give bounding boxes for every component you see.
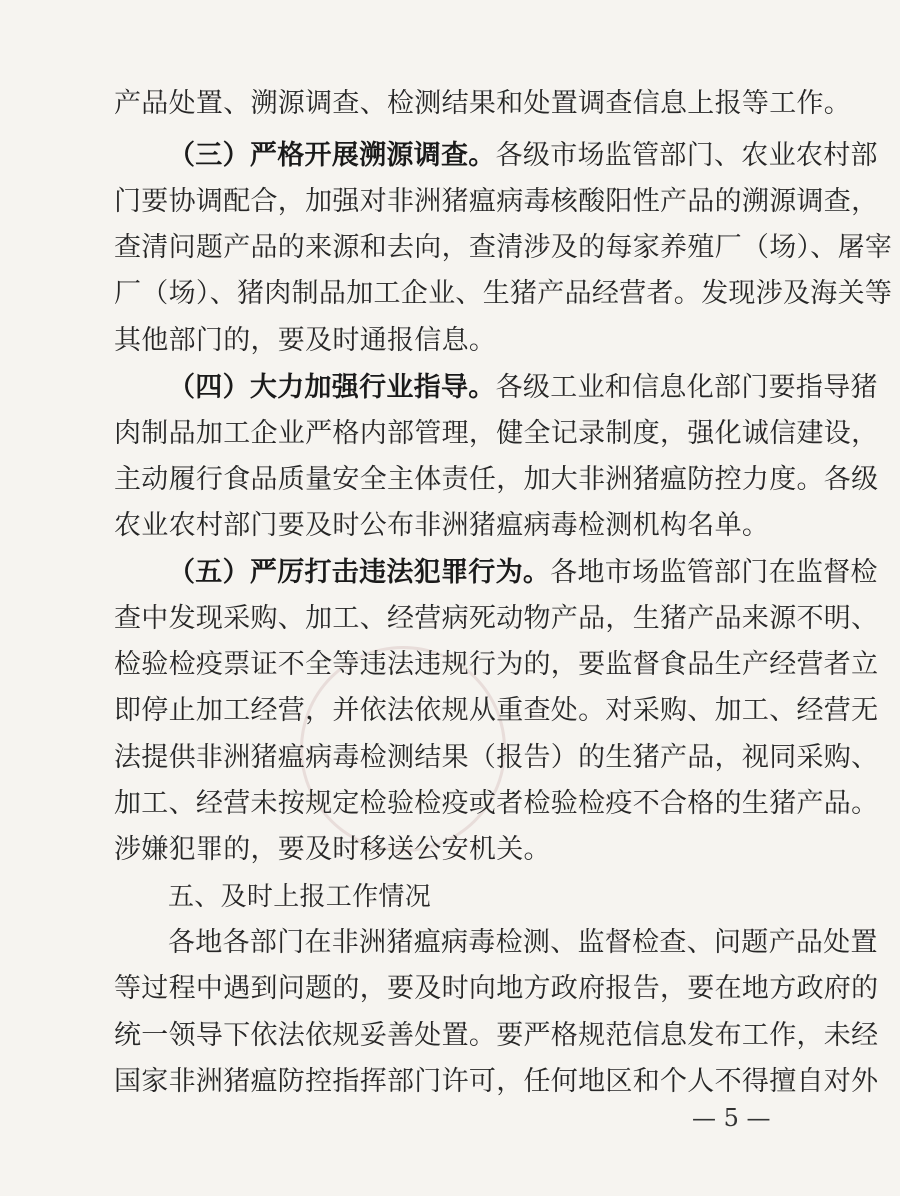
text-line: 门要协调配合，加强对非洲猪瘟病毒核酸阳性产品的溯源调查， xyxy=(114,186,879,217)
text-line: 农业农村部门要及时公布非洲猪瘟病毒检测机构名单。 xyxy=(114,510,770,541)
text-line: 等过程中遇到问题的，要及时向地方政府报告，要在地方政府的 xyxy=(114,973,879,1004)
page-number: — 5 — xyxy=(692,1104,771,1132)
text-line: 其他部门的，要及时通报信息。 xyxy=(114,325,497,356)
text-span: 各级工业和信息化部门要指导猪 xyxy=(495,372,878,403)
text-line: 加工、经营未按规定检验检疫或者检验检疫不合格的生猪产品。 xyxy=(114,788,879,819)
text-line xyxy=(168,136,878,176)
text-line: 检验检疫票证不全等违法违规行为的，要监督食品生产经营者立 xyxy=(114,649,879,680)
text-line: 查清问题产品的来源和去向，查清涉及的每家养殖厂（场）、屠宰 xyxy=(114,232,893,263)
section-heading: （五）严厉打击违法犯罪行为。 xyxy=(168,557,551,588)
text-line xyxy=(168,553,878,593)
text-span: 各级市场监管部门、农业农村部 xyxy=(495,140,878,171)
text-line: 法提供非洲猪瘟病毒检测结果（报告）的生猪产品，视同采购、 xyxy=(114,742,879,773)
text-line: 涉嫌犯罪的，要及时移送公安机关。 xyxy=(114,834,551,865)
text-line: 统一领导下依法依规妥善处置。要严格规范信息发布工作，未经 xyxy=(114,1020,879,1051)
text-line: 肉制品加工企业严格内部管理，健全记录制度，强化诚信建设， xyxy=(114,418,879,449)
chapter-heading: 五、及时上报工作情况 xyxy=(168,882,432,912)
text-line: 产品处置、溯源调查、检测结果和处置调查信息上报等工作。 xyxy=(114,88,852,119)
text-line: 主动履行食品质量安全主体责任，加大非洲猪瘟防控力度。各级 xyxy=(114,464,879,495)
section-heading: （四）大力加强行业指导。 xyxy=(168,372,496,403)
text-line xyxy=(168,368,878,408)
text-line: 查中发现采购、加工、经营病死动物产品，生猪产品来源不明、 xyxy=(114,603,879,634)
text-line: 即停止加工经营，并依法依规从重查处。对采购、加工、经营无 xyxy=(114,695,879,726)
text-span: 各地市场监管部门在监督检 xyxy=(550,557,878,588)
section-heading: （三）严格开展溯源调查。 xyxy=(168,140,496,171)
text-line: 国家非洲猪瘟防控指挥部门许可，任何地区和个人不得擅自对外 xyxy=(114,1066,879,1097)
text-line: 厂（场）、猪肉制品加工企业、生猪产品经营者。发现涉及海关等 xyxy=(114,278,893,309)
text-line: 各地各部门在非洲猪瘟病毒检测、监督检查、问题产品处置 xyxy=(168,927,878,958)
